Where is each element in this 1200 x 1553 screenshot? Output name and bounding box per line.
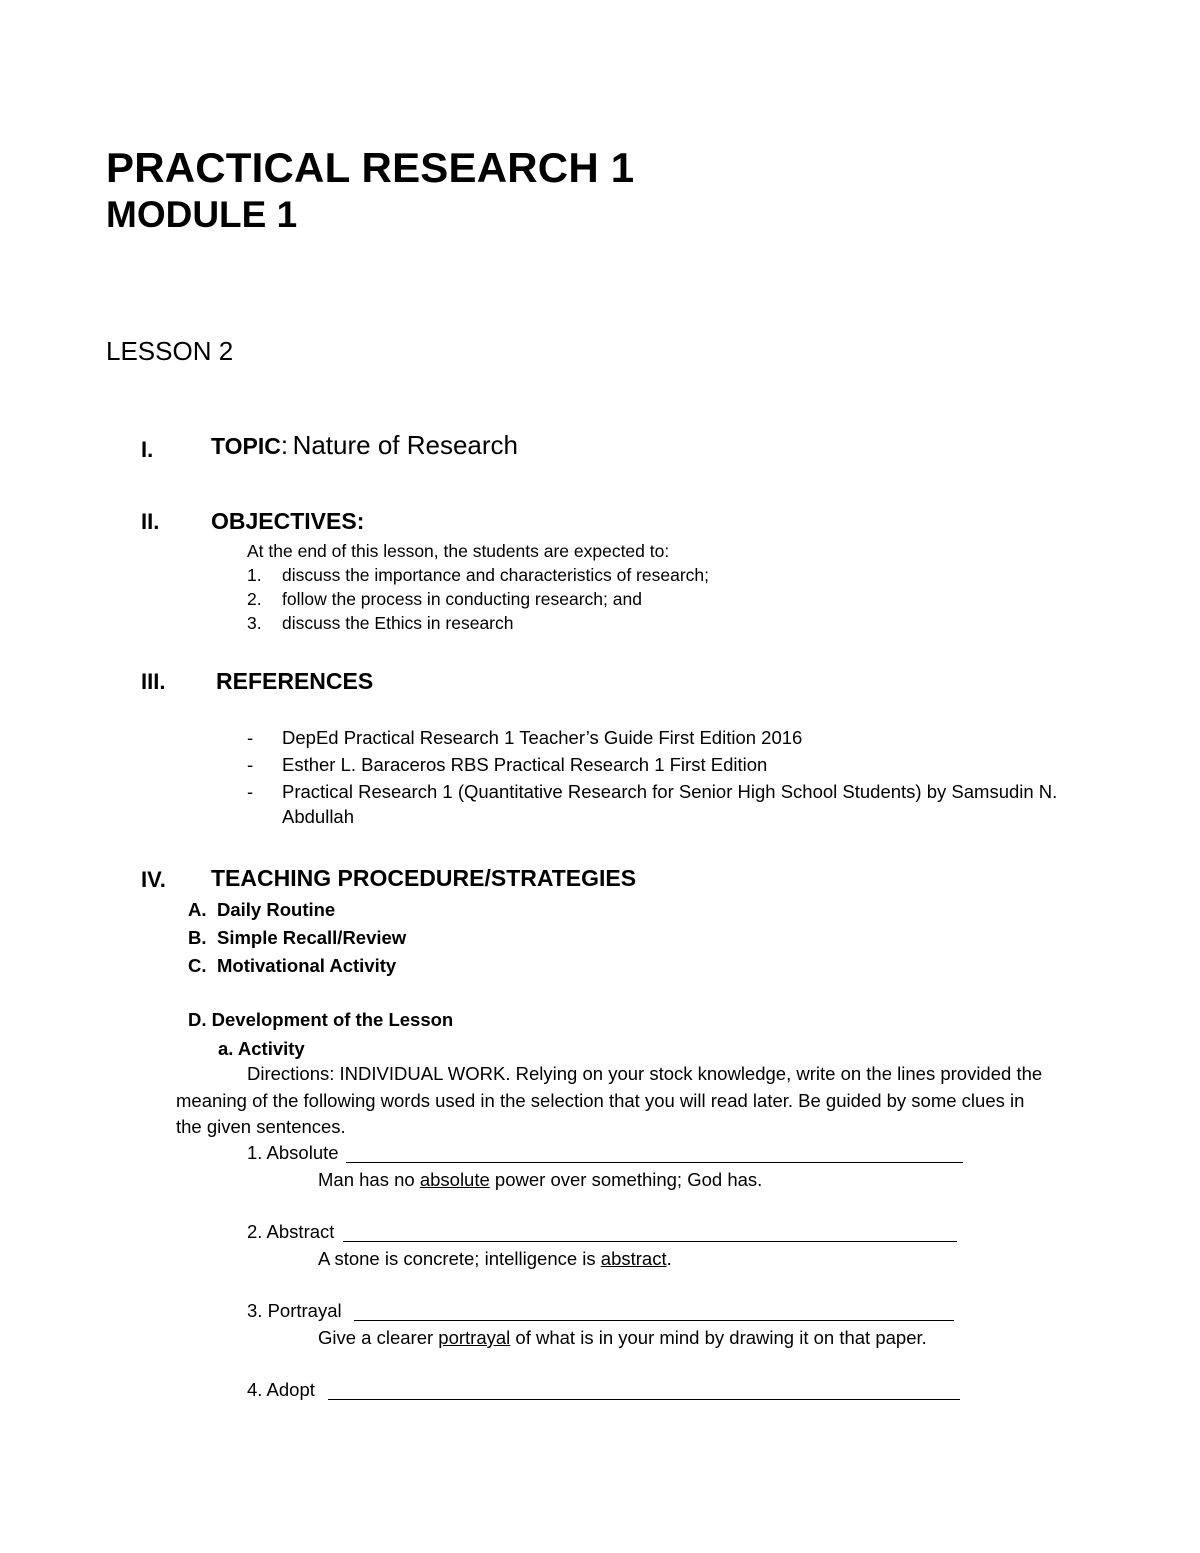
module-heading: MODULE 1 <box>106 194 298 235</box>
topic-label: TOPIC <box>211 433 281 459</box>
vocab-label: 1. Absolute <box>247 1142 339 1163</box>
example-text: power over something; God has. <box>489 1169 763 1190</box>
page-title: PRACTICAL RESEARCH 1 <box>106 144 635 191</box>
topic-line <box>211 430 518 461</box>
lesson-heading: LESSON 2 <box>106 336 234 366</box>
example-text: A stone is concrete; intelligence is <box>318 1248 601 1269</box>
answer-line[interactable] <box>328 1399 960 1400</box>
reference-item: Esther L. Baraceros RBS Practical Research 1 First Edition <box>282 754 768 775</box>
bullet-dash: - <box>247 781 254 802</box>
topic-number: I. <box>141 437 154 462</box>
bullet-dash: - <box>247 727 254 748</box>
vocab-example <box>318 1169 762 1191</box>
vocab-label: 4. Adopt <box>247 1379 315 1400</box>
step-label: Simple Recall/Review <box>217 927 407 948</box>
example-keyword: abstract <box>600 1248 667 1269</box>
objective-item: follow the process in conducting research; and <box>282 589 642 609</box>
step-letter: A. <box>188 899 207 920</box>
example-text: of what is in your mind by drawing it on that paper. <box>510 1327 927 1348</box>
procedure-title: TEACHING PROCEDURE/STRATEGIES <box>211 865 637 891</box>
references-title: REFERENCES <box>216 668 374 694</box>
development-heading: D. Development of the Lesson <box>188 1009 454 1030</box>
reference-item-continued: Abdullah <box>282 806 355 827</box>
vocab-example <box>318 1327 927 1349</box>
step-letter: C. <box>188 955 207 976</box>
procedure-number: IV. <box>141 867 166 892</box>
bullet-dash: - <box>247 754 254 775</box>
objective-item: discuss the importance and characteristics of research; <box>282 565 709 585</box>
example-text: Give a clearer <box>318 1327 439 1348</box>
step-label: Daily Routine <box>217 899 336 920</box>
step-label: Motivational Activity <box>217 955 397 976</box>
directions-line: Directions: INDIVIDUAL WORK. Relying on your stock knowledge, write on the lines provided the <box>247 1063 1043 1084</box>
directions-line: meaning of the following words used in the selection that you will read later. Be guided by some clues in <box>176 1090 1025 1111</box>
vocab-example <box>318 1248 672 1270</box>
example-keyword: portrayal <box>438 1327 511 1348</box>
objectives-intro: At the end of this lesson, the students are expected to: <box>247 541 670 561</box>
answer-line[interactable] <box>354 1320 954 1321</box>
activity-heading: a. Activity <box>218 1038 305 1059</box>
topic-value: Nature of Research <box>292 430 519 460</box>
reference-item: DepEd Practical Research 1 Teacher’s Guide First Edition 2016 <box>282 727 803 748</box>
objective-number: 3. <box>247 613 262 633</box>
example-text: . <box>666 1248 672 1269</box>
vocab-label: 3. Portrayal <box>247 1300 342 1321</box>
answer-line[interactable] <box>343 1241 957 1242</box>
topic-separator: : <box>280 430 289 460</box>
objective-number: 2. <box>247 589 262 609</box>
vocab-label: 2. Abstract <box>247 1221 335 1242</box>
objectives-title: OBJECTIVES: <box>211 508 365 534</box>
example-text: Man has no <box>318 1169 420 1190</box>
answer-line[interactable] <box>346 1162 963 1163</box>
objective-item: discuss the Ethics in research <box>282 613 514 633</box>
objectives-number: II. <box>141 509 160 534</box>
objective-number: 1. <box>247 565 262 585</box>
references-number: III. <box>141 669 166 694</box>
example-keyword: absolute <box>419 1169 490 1190</box>
reference-item: Practical Research 1 (Quantitative Research for Senior High School Students) by Samsudin N. <box>282 781 1058 802</box>
directions-line: the given sentences. <box>176 1116 346 1137</box>
step-letter: B. <box>188 927 207 948</box>
